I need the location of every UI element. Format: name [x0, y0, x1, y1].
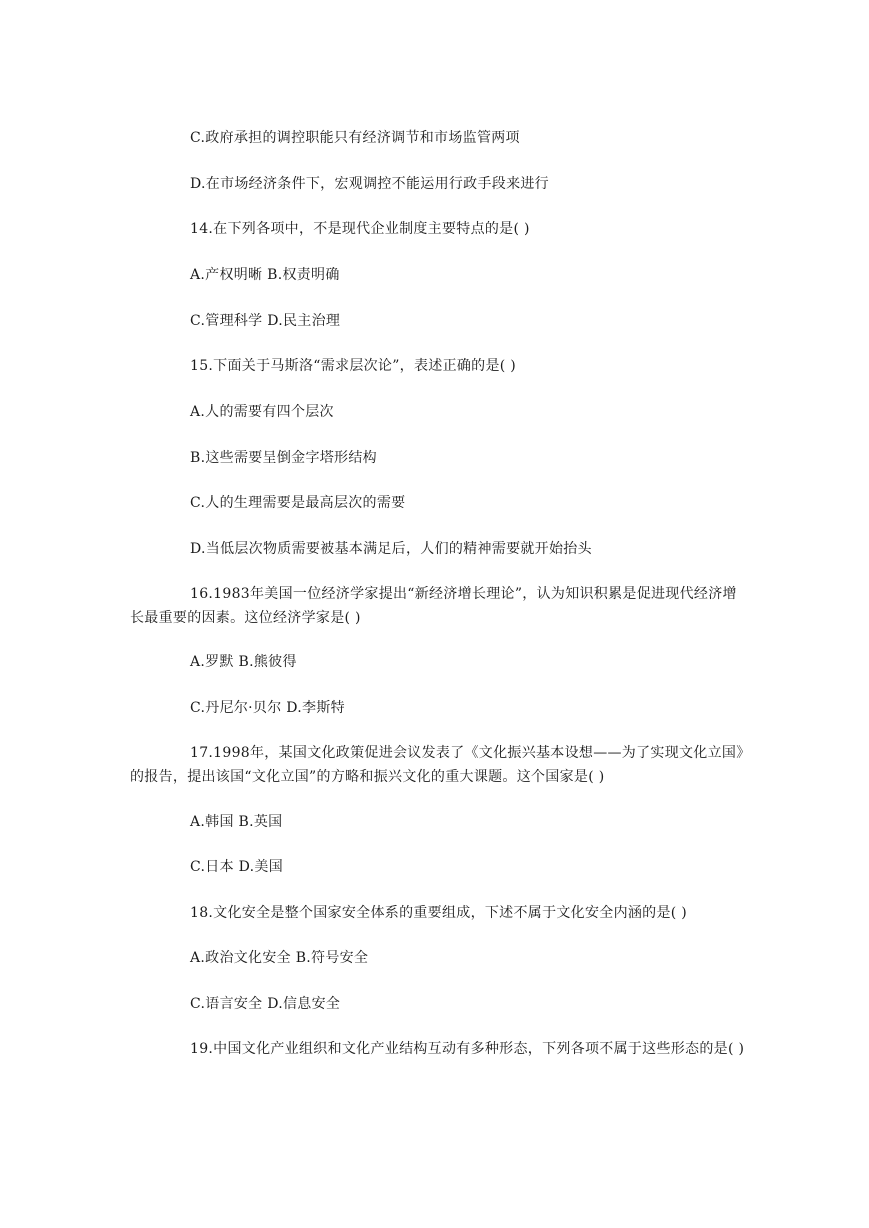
options-14-cd: C.管理科学 D.民主治理: [190, 313, 341, 329]
question-16: 16.1983年美国一位经济学家提出“新经济增长理论”，认为知识积累是促进现代经济增长最重要的因素。这位经济学家是( ): [130, 586, 737, 626]
options-14-ab: A.产权明晰 B.权责明确: [190, 267, 340, 283]
question-14: 14.在下列各项中，不是现代企业制度主要特点的是( ): [190, 221, 530, 237]
question-19: 19.中国文化产业组织和文化产业结构互动有多种形态，下列各项不属于这些形态的是( ): [190, 1041, 745, 1057]
question-18: 18.文化安全是整个国家安全体系的重要组成，下述不属于文化安全内涵的是( ): [190, 905, 688, 921]
options-18-cd: C.语言安全 D.信息安全: [190, 996, 341, 1012]
option-15a: A.人的需要有四个层次: [190, 404, 334, 420]
option-15c: C.人的生理需要是最高层次的需要: [190, 495, 406, 511]
question-17: 17.1998年，某国文化政策促进会议发表了《文化振兴基本设想——为了实现文化立国》的报告，提出该国“文化立国”的方略和振兴文化的重大课题。这个国家是( ): [130, 745, 744, 785]
options-16-cd: C.丹尼尔·贝尔 D.李斯特: [190, 700, 345, 716]
options-17-ab: A.韩国 B.英国: [190, 814, 283, 830]
options-16-ab: A.罗默 B.熊彼得: [190, 654, 297, 670]
question-15: 15.下面关于马斯洛“需求层次论”，表述正确的是( ): [190, 358, 517, 374]
option-13c: C.政府承担的调控职能只有经济调节和市场监管两项: [190, 130, 520, 146]
options-18-ab: A.政治文化安全 B.符号安全: [190, 950, 369, 966]
options-17-cd: C.日本 D.美国: [190, 859, 283, 875]
option-13d: D.在市场经济条件下，宏观调控不能运用行政手段来进行: [190, 176, 549, 192]
option-15b: B.这些需要呈倒金字塔形结构: [190, 450, 377, 466]
option-15d: D.当低层次物质需要被基本满足后，人们的精神需要就开始抬头: [190, 541, 592, 557]
